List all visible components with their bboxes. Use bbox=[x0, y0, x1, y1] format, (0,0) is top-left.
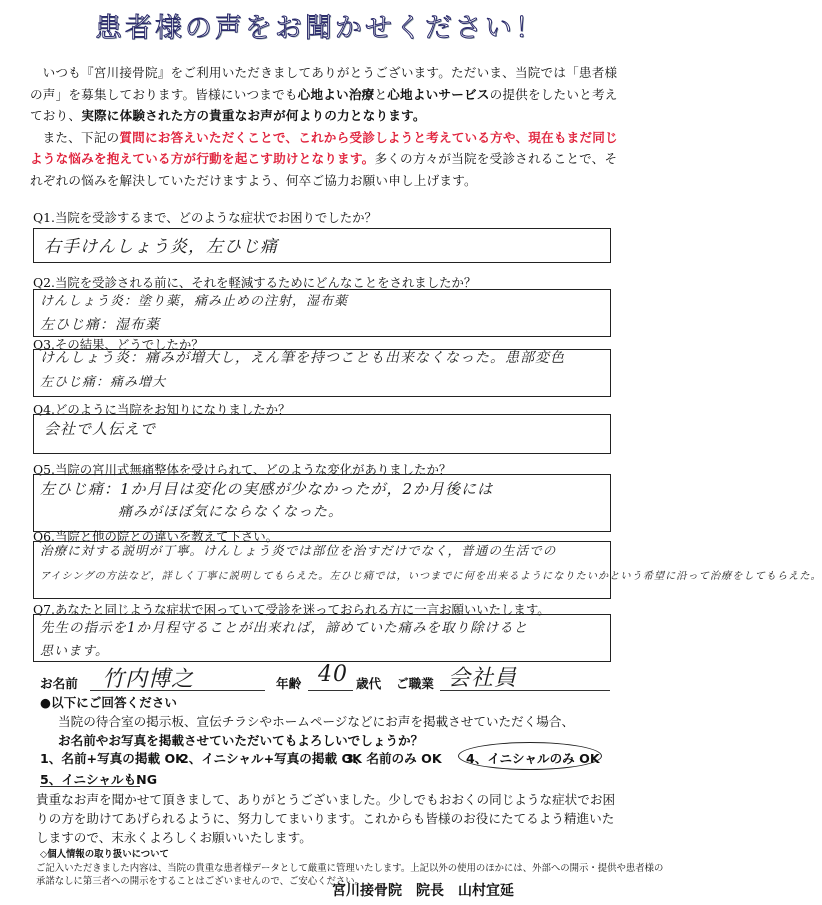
question-label-q4: Q4.どのように当院をお知りになりましたか？ bbox=[33, 402, 291, 417]
question-label-q5: Q5.当院の宮川式無痛整体を受けられて、どのような変化がありましたか？ bbox=[33, 462, 452, 477]
handwritten-answer: けんしょう炎：塗り薬，痛み止めの注射，湿布薬 bbox=[40, 294, 349, 309]
handwritten-answer: 会社で人伝えで bbox=[44, 420, 157, 438]
page-title: 患者様の声をお聞かせください！ bbox=[95, 13, 545, 44]
name-value[interactable]: 竹内博之 bbox=[102, 667, 195, 692]
handwritten-answer: 痛みがほぼ気にならなくなった。 bbox=[118, 504, 343, 520]
intro-segment: 心地よいサービス bbox=[387, 86, 490, 102]
privacy-line-2: 承諾なしに第三者への開示をすることはございませんので、ご安心ください。 bbox=[36, 876, 364, 887]
option-5-underline bbox=[40, 786, 140, 787]
handwritten-answer: 左ひじ痛：1か月目は変化の実感が少なかったが，2か月後には bbox=[40, 480, 494, 498]
age-label: 年齢 bbox=[276, 676, 302, 691]
intro-paragraph-1 bbox=[30, 62, 620, 127]
intro-segment: の提供をしたいと考えており、 bbox=[30, 86, 618, 123]
handwritten-answer: 左ひじ痛：湿布薬 bbox=[40, 317, 160, 333]
intro-segment: また、下記の bbox=[42, 129, 120, 145]
handwritten-answer: 右手けんしょう炎，左ひじ痛 bbox=[44, 237, 278, 257]
consent-line-2: お名前やお写真を掲載させていただいてもよろしいでしょうか？ bbox=[58, 733, 424, 748]
name-underline bbox=[90, 690, 265, 691]
privacy-line-1: ご記入いただきました内容は、当院の貴重な患者様データとして厳重に管理いたします。上記以外の使用のほかには、外部への開示・提供や患者様の bbox=[36, 863, 664, 874]
age-unit: 歳代 bbox=[356, 676, 382, 691]
consent-heading: ●以下にご回答ください bbox=[40, 695, 177, 710]
clinic-signature: 宮川接骨院 院長 山村宜延 bbox=[332, 883, 514, 899]
selected-option-circle bbox=[458, 742, 602, 770]
consent-option-3[interactable]: 3、名前のみ OK bbox=[345, 751, 442, 766]
consent-line-1: 当院の待合室の掲示板、宣伝チラシやホームページなどにお声を掲載させていただく場合、 bbox=[58, 714, 575, 729]
consent-option-2[interactable]: 2、イニシャル+写真の掲載 OK bbox=[180, 751, 362, 766]
job-label: ご職業 bbox=[396, 676, 434, 691]
handwritten-answer: アイシングの方法など，詳しく丁寧に説明してもらえた。左ひじ痛では，いつまでに何を出来るようになりたいかという希望に沿って治療をしてもらえた。 bbox=[40, 571, 822, 582]
handwritten-answer: 思います。 bbox=[40, 644, 109, 659]
handwritten-answer: 治療に対する説明が丁寧。けんしょう炎では部位を治すだけでなく，普通の生活での bbox=[40, 543, 557, 558]
job-underline bbox=[440, 690, 610, 691]
intro-segment: 実際に体験された方の貴重なお声が何よりの力となります。 bbox=[81, 108, 426, 123]
consent-option-4[interactable]: 4、イニシャルのみ OK bbox=[466, 751, 600, 766]
question-label-q2: Q2.当院を受診される前に、それを軽減するためにどんなことをされましたか？ bbox=[33, 275, 477, 290]
job-value[interactable]: 会社員 bbox=[448, 666, 518, 691]
consent-option-5[interactable]: 5、イニシャルもNG bbox=[40, 772, 158, 787]
intro-segment: 多くの方々が当院を受診されることで、それぞれの悩みを解決していただけますよう、何卒ご協力お願い申し上げます。 bbox=[30, 151, 618, 188]
handwritten-answer: けんしょう炎：痛みが増大し，えん筆を持つことも出来なくなった。患部変色 bbox=[40, 350, 565, 366]
handwritten-answer: 先生の指示を1か月程守ることが出来れば，諦めていた痛みを取り除けると bbox=[40, 620, 529, 636]
thanks-message: 貴重なお声を聞かせて頂きまして、ありがとうございました。少しでもおおくの同じような症状でお困りの方を助けてあげられるように、努力してまいります。これからも皆様のお役にたてるよう精進いたしますので、末永くよろしくお願いいたします。 bbox=[36, 792, 616, 845]
intro-segment: いつも『宮川接骨院』をご利用いただきましてありがとうございます。ただいま、当院では「患者様の声」を募集しております。皆様にいつまでも bbox=[30, 65, 618, 102]
intro-text bbox=[30, 62, 620, 191]
question-label-q7: Q7.あなたと同じような症状で困っていて受診を迷っておられる方に一言お願いいたします。 bbox=[33, 602, 550, 617]
age-value[interactable]: 40 bbox=[318, 662, 348, 687]
age-underline bbox=[308, 690, 353, 691]
intro-segment: 心地よい治療 bbox=[297, 86, 375, 102]
name-label: お名前 bbox=[40, 676, 78, 691]
intro-segment: 質問にお答えいただくことで、これから受診しようと考えている方や、現在もまだ同じような悩みを抱えている方が行動を起こす助けとなります。 bbox=[30, 129, 618, 166]
question-label-q1: Q1.当院を受診するまで、どのような症状でお困りでしたか？ bbox=[33, 210, 377, 225]
intro-segment: と bbox=[374, 86, 388, 102]
handwritten-answer: 左ひじ痛：痛み増大 bbox=[40, 375, 167, 390]
consent-option-1[interactable]: 1、名前+写真の掲載 OK bbox=[40, 751, 185, 766]
question-label-q3: Q3.その結果、どうでしたか？ bbox=[33, 337, 204, 352]
privacy-heading: ◇個人情報の取り扱いについて bbox=[40, 849, 169, 860]
question-label-q6: Q6.当院と他の院との違いを教えて下さい。 bbox=[33, 529, 279, 544]
intro-paragraph-2 bbox=[30, 127, 620, 192]
